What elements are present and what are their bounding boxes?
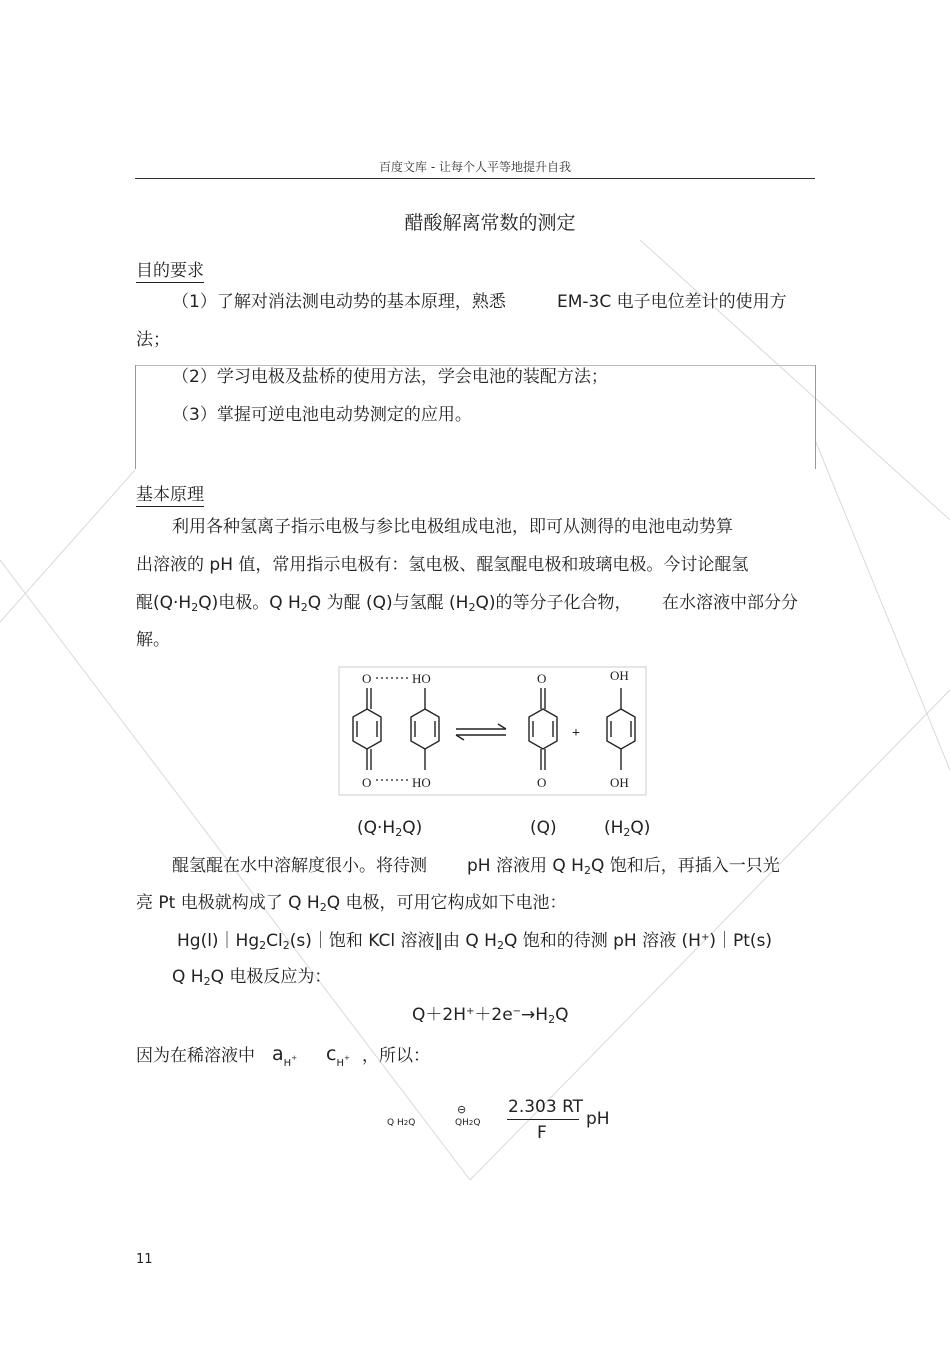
purpose-item-1-text: （1）了解对消法测电动势的基本原理，熟悉 [172, 292, 506, 312]
document-title: 醋酸解离常数的测定 [404, 212, 576, 234]
purpose-heading: 目的要求 [136, 256, 204, 283]
equation-numerator: 2.303 RT [508, 1097, 584, 1117]
page-number: 11 [136, 1252, 153, 1267]
equation-subscript-mid: QH2Q [455, 1118, 481, 1128]
purpose-item-1-end: 法； [136, 330, 170, 350]
principle-para-line-4: 解。 [136, 630, 170, 650]
electrode-reaction: Q＋2H+＋2e−→H2Q [412, 1005, 569, 1026]
box-left-border [135, 365, 136, 469]
purpose-item-1-cont: EM-3C 电子电位差计的使用方 [557, 292, 787, 312]
svg-text:HO: HO [412, 671, 431, 686]
figure-label-complex: (Q·H2Q) [357, 818, 423, 839]
box-top-border [135, 365, 815, 366]
equation-denominator: F [537, 1123, 547, 1143]
quinhydrone-structure-figure [338, 666, 648, 798]
svg-text:O: O [362, 671, 372, 686]
svg-text:O: O [537, 775, 547, 790]
fraction-bar [507, 1119, 579, 1120]
principle-para-line-1: 利用各种氢离子指示电极与参比电极组成电池，即可从测得的电池电动势算 [172, 517, 733, 537]
standard-state-symbol: ⊖ [457, 1103, 467, 1116]
equation-subscript-left: Q H2Q [387, 1118, 416, 1128]
reaction-intro: Q H2Q 电极反应为： [172, 967, 332, 988]
purpose-item-1 [172, 292, 506, 312]
para2-line-1: 醌氢醌在水中溶解度很小。将待测 [172, 856, 427, 876]
cell-notation: Hg(l)｜Hg2Cl2(s)｜饱和 KCl 溶液‖由 Q H2Q 饱和的待测 pH 溶液 (H+)｜Pt(s) [177, 931, 773, 952]
svg-text:O: O [537, 671, 547, 686]
svg-text:OH: OH [610, 668, 629, 683]
figure-label-quinone: (Q) [530, 818, 557, 838]
purpose-item-3: （3）掌握可逆电池电动势测定的应用。 [172, 405, 472, 425]
principle-para-line-3-end: 在水溶液中部分分 [662, 593, 798, 613]
svg-text:+: + [572, 726, 580, 741]
svg-text:O: O [362, 775, 372, 790]
principle-para-line-3: 醌(Q·H2Q)电极。Q H2Q 为醌 (Q)与氢醌 (H2Q)的等分子化合物， [136, 593, 632, 614]
para2-line-1-cont: pH 溶液用 Q H2Q 饱和后，再插入一只光 [467, 856, 780, 877]
svg-text:OH: OH [610, 775, 629, 790]
header-rule [135, 178, 815, 179]
page-header: 百度文库 - 让每个人平等地提升自我 [379, 160, 571, 174]
figure-label-hydroquinone: (H2Q) [604, 818, 651, 839]
para2-line-2: 亮 Pt 电极就构成了 Q H2Q 电极，可用它构成如下电池： [136, 893, 567, 914]
equation-ph: pH [586, 1109, 610, 1129]
activity-symbol: $a_H+$ [272, 1043, 298, 1069]
box-right-border [815, 365, 816, 469]
svg-text:HO: HO [412, 775, 431, 790]
dilute-solution-tail: ，所以： [362, 1046, 430, 1066]
purpose-item-2: （2）学习电极及盐桥的使用方法，学会电池的装配方法； [172, 367, 608, 387]
concentration-symbol: $c_H+$ [326, 1043, 350, 1069]
dilute-solution-text: 因为在稀溶液中 [136, 1046, 255, 1066]
principle-para-line-2: 出溶液的 pH 值，常用指示电极有：氢电极、醌氢醌电极和玻璃电极。今讨论醌氢 [136, 555, 749, 575]
principle-heading: 基本原理 [136, 480, 204, 507]
